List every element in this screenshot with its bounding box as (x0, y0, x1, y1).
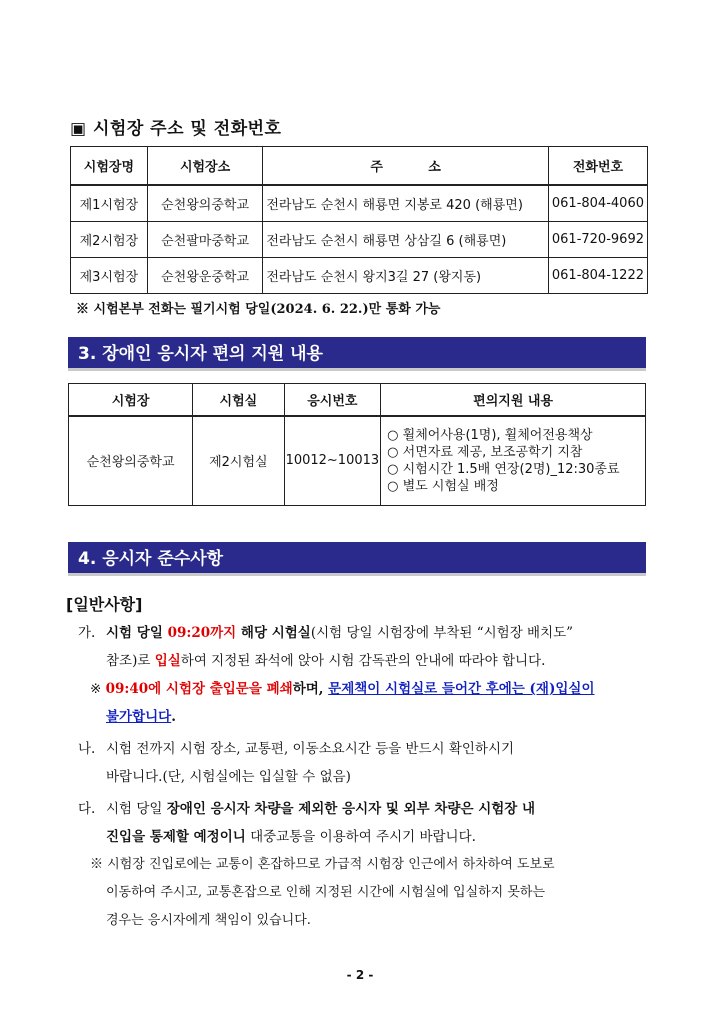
header-site-place: 시험장소 (147, 147, 263, 185)
item-marker-ga: 가. (78, 625, 96, 641)
general-heading: [일반사항] (66, 595, 143, 614)
site-address: 전라남도 순천시 왕지3길 27 (왕지동) (263, 257, 549, 293)
site-place: 순천왕의중학교 (147, 185, 263, 222)
site-phone: 061-804-1222 (548, 257, 647, 293)
item-da-note-line1: ※ 시험장 진입로에는 교통이 혼잡하므로 가급적 시험장 인근에서 하차하여 도보로 (90, 857, 555, 872)
support-site: 순천왕의중학교 (69, 416, 193, 506)
support-numbers: 10012~10013 (284, 416, 381, 506)
table-header-row (71, 147, 648, 185)
item-ga-line2: 참조)로 입실하여 지정된 좌석에 앉아 시험 감독관의 안내에 따라야 합니다. (106, 653, 546, 669)
entry-deadline: 09:20까지 (167, 625, 237, 641)
item-da-note-line3: 경우는 응시자에게 책임이 있습니다. (106, 913, 311, 928)
support-item: ○ 휠체어사용(1명), 휠체어전용책상 (387, 427, 593, 443)
support-content (381, 416, 646, 506)
section-banner-rules: 4. 응시자 준수사항 (68, 542, 646, 576)
table-row (71, 257, 648, 293)
header-numbers: 응시번호 (284, 384, 381, 416)
item-na-line1: 시험 전까지 시험 장소, 교통편, 이동소요시간 등을 반드시 확인하시기 (106, 741, 515, 757)
table-header-row (69, 384, 646, 416)
header-site: 시험장 (69, 384, 193, 416)
item-na-line2: 바랍니다.(단, 시험실에는 입실할 수 없음) (106, 769, 351, 785)
support-room: 제2시험실 (193, 416, 284, 506)
item-da-note-line2: 이동하여 주시고, 교통혼잡으로 인해 지정된 시간에 시험실에 입실하지 못하는 (106, 885, 546, 900)
item-ga-note-line2: 불가합니다. (106, 709, 176, 725)
item-ga-note-line1: ※ 09:40에 시험장 출입문을 폐쇄하며, 문제책이 시험실로 들어간 후에는 (재)입실이 (90, 681, 595, 697)
page-number: - 2 - (346, 968, 374, 982)
table-row (69, 416, 646, 506)
site-name: 제3시험장 (71, 257, 148, 293)
item-marker-da: 다. (78, 801, 96, 817)
section-banner-disability-support: 3. 장애인 응시자 편의 지원 내용 (68, 337, 646, 371)
item-da-line2: 진입을 통제할 예정이니 대중교통을 이용하여 주시기 바랍니다. (106, 829, 476, 845)
support-item: ○ 시험시간 1.5배 연장(2명)_12:30종료 (387, 461, 620, 477)
header-support: 편의지원 내용 (381, 384, 646, 416)
exam-site-table (70, 146, 648, 294)
item-marker-na: 나. (78, 741, 96, 757)
hq-phone-note: ※ 시험본부 전화는 필기시험 당일(2024. 6. 22.)만 통화 가능 (76, 302, 441, 317)
header-room: 시험실 (193, 384, 284, 416)
reentry-notice: 문제책이 시험실로 들어간 후에는 (재)입실이 (328, 681, 595, 697)
header-address: 주 소 (263, 147, 549, 185)
section-title-exam-sites: ▣ 시험장 주소 및 전화번호 (70, 119, 282, 139)
site-address: 전라남도 순천시 해룡면 지봉로 420 (해룡면) (263, 185, 549, 222)
header-site-name: 시험장명 (71, 147, 148, 185)
support-item: ○ 별도 시험실 배정 (387, 478, 499, 494)
site-place: 순천왕운중학교 (147, 257, 263, 293)
item-ga-line1: 시험 당일 09:20까지 해당 시험실(시험 당일 시험장에 부착된 “시험장 배치도” (106, 625, 574, 641)
site-name: 제2시험장 (71, 221, 148, 257)
door-close-notice: 09:40에 시험장 출입문을 폐쇄 (105, 681, 293, 697)
table-row (71, 221, 648, 257)
site-phone: 061-804-4060 (548, 185, 647, 222)
site-phone: 061-720-9692 (548, 221, 647, 257)
table-row (71, 185, 648, 222)
site-place: 순천팔마중학교 (147, 221, 263, 257)
header-phone: 전화번호 (548, 147, 647, 185)
disability-support-table (68, 383, 646, 506)
item-da-line1: 시험 당일 장애인 응시자 차량을 제외한 응시자 및 외부 차량은 시험장 내 (106, 801, 536, 817)
support-item: ○ 서면자료 제공, 보조공학기 지참 (387, 444, 583, 460)
site-name: 제1시험장 (71, 185, 148, 222)
site-address: 전라남도 순천시 해룡면 상삼길 6 (해룡면) (263, 221, 549, 257)
